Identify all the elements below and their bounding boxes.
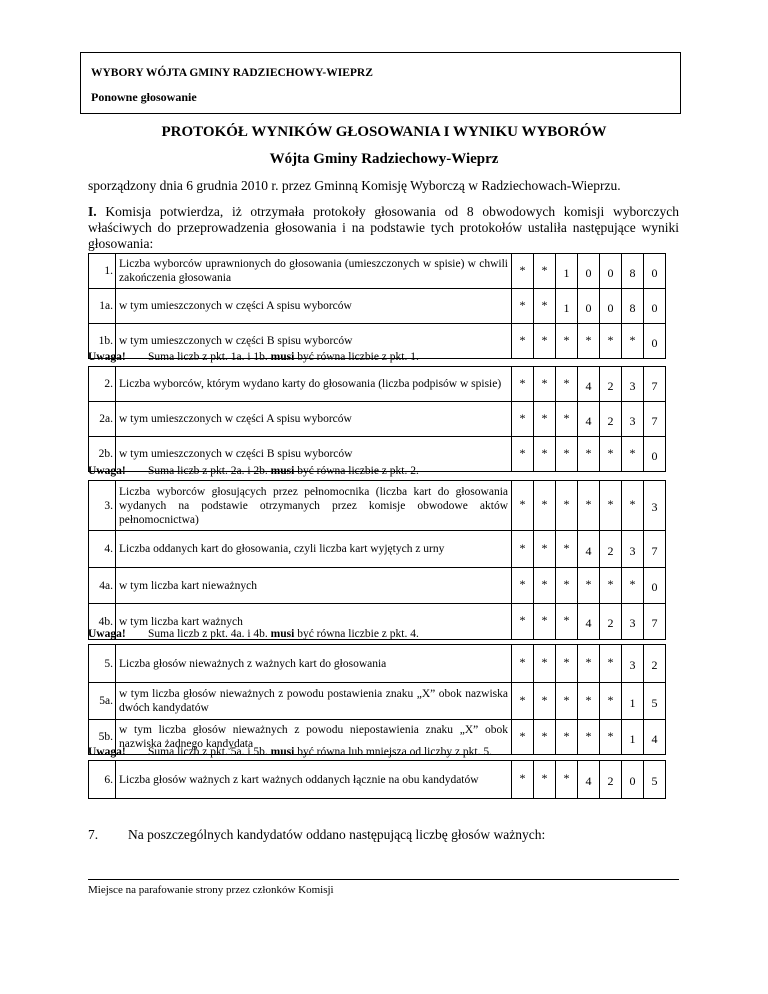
section-number: I. (88, 204, 97, 219)
digit-cell (644, 720, 666, 755)
page-subtitle: Wójta Gminy Radziechowy-Wieprz (269, 151, 499, 167)
note-text-pre: Suma liczb z pkt. 2a. i 2b. (148, 465, 271, 477)
digit-cell (512, 324, 534, 359)
digit-value: 3 (629, 413, 636, 428)
header-box (80, 52, 681, 114)
digit-cell (534, 761, 556, 799)
digit-cell (556, 289, 578, 324)
digit-cell (556, 367, 578, 402)
digit-value: 3 (629, 378, 636, 393)
digit-cell (578, 289, 600, 324)
note (88, 746, 492, 758)
digit-cell (556, 568, 578, 604)
digit-cell (534, 289, 556, 324)
digit-value: * (519, 497, 526, 511)
results-table (88, 644, 666, 755)
digit-cell (600, 604, 622, 640)
row-number: 3. (89, 481, 116, 531)
digit-value: * (541, 692, 548, 707)
digit-cell (578, 324, 600, 359)
digit-value: * (519, 655, 526, 669)
digit-value: 0 (607, 300, 614, 315)
digit-cell (578, 367, 600, 402)
digit-cell (512, 402, 534, 437)
digit-value: * (607, 577, 614, 591)
digit-value: 3 (629, 543, 636, 558)
digit-value: * (563, 375, 570, 390)
digit-cell (644, 437, 666, 472)
digit-cell (644, 604, 666, 640)
digit-cell (556, 761, 578, 799)
digit-cell (600, 761, 622, 799)
digit-cell (644, 254, 666, 289)
table-row (89, 367, 666, 402)
results-table (88, 366, 666, 472)
digit-value: * (563, 577, 570, 591)
digit-cell (578, 402, 600, 437)
digit-cell (512, 645, 534, 683)
digit-value: 7 (651, 378, 658, 393)
note-text-emphasis: musi (270, 351, 295, 363)
digit-cell (578, 531, 600, 568)
table-row (89, 254, 666, 289)
digit-value: 2 (651, 658, 658, 672)
digit-value: 0 (651, 580, 658, 594)
digit-cell (578, 683, 600, 720)
digit-cell (622, 568, 644, 604)
note (88, 628, 419, 640)
row-number: 5. (89, 645, 116, 683)
digit-cell (622, 324, 644, 359)
footer-text: Miejsce na parafowanie strony przez członków Komisji (88, 884, 334, 896)
digit-cell (622, 254, 644, 289)
digit-cell (556, 437, 578, 472)
digit-cell (622, 437, 644, 472)
digit-cell (534, 645, 556, 683)
digit-value: * (541, 410, 548, 425)
digit-value: 5 (651, 695, 658, 710)
digit-cell (600, 481, 622, 531)
digit-value: 7 (651, 543, 658, 558)
digit-value: * (519, 728, 526, 743)
digit-cell (578, 645, 600, 683)
digit-cell (534, 254, 556, 289)
digit-cell (600, 720, 622, 755)
digit-cell (512, 568, 534, 604)
digit-value: * (585, 692, 592, 707)
digit-value: * (629, 497, 636, 511)
digit-cell (556, 683, 578, 720)
results-table (88, 480, 666, 640)
digit-value: * (541, 332, 548, 347)
digit-value: 3 (629, 616, 636, 630)
digit-value: * (563, 613, 570, 627)
digit-value: 1 (629, 695, 636, 710)
digit-value: * (563, 655, 570, 669)
digit-value: 0 (651, 448, 658, 463)
digit-value: 4 (585, 413, 592, 428)
digit-value: * (519, 262, 526, 277)
digit-value: 0 (651, 265, 658, 280)
table-row (89, 481, 666, 531)
digit-cell (578, 481, 600, 531)
table-row (89, 761, 666, 799)
digit-value: * (541, 540, 548, 555)
digit-value: * (629, 577, 636, 591)
digit-cell (644, 645, 666, 683)
note-text (148, 465, 419, 477)
digit-value: 2 (607, 378, 614, 393)
digit-cell (556, 254, 578, 289)
digit-value: * (541, 771, 548, 785)
digit-value: 7 (651, 413, 658, 428)
digit-value: * (541, 655, 548, 669)
row-number: 2b. (89, 437, 116, 472)
row-description: w tym liczba kart ważnych (116, 604, 512, 640)
digit-cell (556, 481, 578, 531)
note-label: Uwaga! (88, 351, 126, 363)
digit-cell (622, 531, 644, 568)
digit-value: * (585, 445, 592, 460)
row-number: 2. (89, 367, 116, 402)
digit-value: * (563, 771, 570, 785)
note-label: Uwaga! (88, 746, 126, 758)
table-row (89, 531, 666, 568)
digit-cell (600, 683, 622, 720)
digit-value: 0 (585, 265, 592, 280)
digit-value: * (585, 332, 592, 347)
footer-divider (88, 879, 679, 880)
note-text-pre: Suma liczb z pkt. 1a. i 1b. (148, 351, 271, 363)
digit-cell (600, 324, 622, 359)
digit-value: * (563, 692, 570, 707)
note-label: Uwaga! (88, 628, 126, 640)
digit-value: * (607, 332, 614, 347)
row-number: 1a. (89, 289, 116, 324)
digit-cell (622, 645, 644, 683)
digit-cell (534, 324, 556, 359)
digit-value: 7 (651, 616, 658, 630)
digit-value: 4 (585, 774, 592, 788)
digit-cell (556, 645, 578, 683)
digit-cell (578, 604, 600, 640)
digit-value: 0 (629, 774, 636, 788)
row-description: Liczba wyborców głosujących przez pełnomocnika (liczba kart do głosowania wydanych na podstawie otrzymanych przez komisje obwodowe aktów pełnomocnictwa) (116, 481, 512, 531)
digit-value: * (519, 540, 526, 555)
digit-value: 8 (629, 265, 636, 280)
digit-cell (600, 568, 622, 604)
digit-value: * (541, 728, 548, 743)
digit-value: 0 (607, 265, 614, 280)
section7-text: Na poszczególnych kandydatów oddano następującą liczbę głosów ważnych: (128, 827, 546, 842)
digit-cell (600, 289, 622, 324)
digit-value: 1 (563, 300, 570, 315)
digit-cell (512, 761, 534, 799)
digit-value: 3 (651, 500, 658, 514)
round-label: Ponowne głosowanie (91, 90, 197, 104)
row-description: w tym liczba głosów nieważnych z powodu niepostawienia znaku „X” obok nazwiska żadnego kandydata (116, 720, 512, 755)
digit-value: * (607, 692, 614, 707)
digit-cell (644, 289, 666, 324)
note-text (148, 746, 492, 758)
row-description: w tym liczba głosów nieważnych z powodu postawienia znaku „X” obok nazwiska dwóch kandydatów (116, 683, 512, 720)
note (88, 351, 419, 363)
row-description: Liczba wyborców, którym wydano karty do głosowania (liczba podpisów w spisie) (116, 367, 512, 402)
note-text-post: być równa liczbie z pkt. 2. (294, 465, 419, 477)
table-row (89, 289, 666, 324)
page-title: PROTOKÓŁ WYNIKÓW GŁOSOWANIA I WYNIKU WYBORÓW (161, 124, 607, 140)
digit-cell (644, 324, 666, 359)
digit-cell (578, 720, 600, 755)
digit-cell (512, 367, 534, 402)
digit-cell (622, 289, 644, 324)
digit-cell (622, 402, 644, 437)
row-number: 2a. (89, 402, 116, 437)
table-row (89, 683, 666, 720)
table-row (89, 645, 666, 683)
digit-value: 0 (651, 300, 658, 315)
digit-cell (534, 720, 556, 755)
digit-value: * (563, 728, 570, 743)
digit-value: * (607, 497, 614, 511)
digit-cell (644, 683, 666, 720)
row-description: Liczba głosów ważnych z kart ważnych oddanych łącznie na obu kandydatów (116, 761, 512, 799)
digit-cell (622, 683, 644, 720)
table-row (89, 402, 666, 437)
note-text (148, 351, 419, 363)
row-number: 1. (89, 254, 116, 289)
digit-cell (622, 720, 644, 755)
row-number: 5a. (89, 683, 116, 720)
digit-cell (644, 761, 666, 799)
digit-cell (556, 604, 578, 640)
digit-value: * (519, 613, 526, 627)
note-text (148, 628, 419, 640)
digit-value: 0 (651, 335, 658, 350)
digit-cell (512, 481, 534, 531)
results-table (88, 760, 666, 799)
digit-value: * (519, 692, 526, 707)
digit-value: * (585, 577, 592, 591)
intro-text: Komisja potwierdza, iż otrzymała protokoły głosowania od 8 obwodowych komisji wyborczych właściwych do przeprowadzenia głosowania i na podstawie tych protokołów ustaliła następujące wyniki głosowania: (88, 204, 680, 252)
digit-value: * (563, 540, 570, 555)
digit-cell (534, 402, 556, 437)
digit-value: * (585, 655, 592, 669)
digit-value: 8 (629, 300, 636, 315)
digit-value: 2 (607, 774, 614, 788)
digit-value: * (541, 445, 548, 460)
digit-cell (512, 437, 534, 472)
note-text-pre: Suma liczb z pkt. 5a. i 5b. (148, 746, 271, 758)
digit-cell (578, 254, 600, 289)
digit-value: * (607, 655, 614, 669)
digit-cell (556, 402, 578, 437)
row-number: 5b. (89, 720, 116, 755)
digit-cell (622, 481, 644, 531)
digit-value: 4 (585, 616, 592, 630)
note-text-emphasis: musi (270, 746, 295, 758)
digit-cell (622, 761, 644, 799)
digit-value: * (607, 445, 614, 460)
digit-value: * (541, 613, 548, 627)
digit-cell (644, 367, 666, 402)
intro-paragraph (88, 204, 679, 253)
digit-cell (512, 604, 534, 640)
digit-value: * (563, 497, 570, 511)
digit-cell (622, 604, 644, 640)
digit-cell (600, 531, 622, 568)
note-text-post: być równa liczbie z pkt. 1. (294, 351, 419, 363)
note-text-post: być równa lub mniejsza od liczby z pkt. 5. (294, 746, 492, 758)
digit-value: * (541, 497, 548, 511)
digit-value: 1 (563, 265, 570, 280)
digit-cell (534, 568, 556, 604)
row-description: Liczba głosów nieważnych z ważnych kart do głosowania (116, 645, 512, 683)
note-text-emphasis: musi (270, 465, 295, 477)
digit-value: * (563, 332, 570, 347)
digit-value: 2 (607, 413, 614, 428)
election-title: WYBORY WÓJTA GMINY RADZIECHOWY-WIEPRZ (91, 67, 373, 79)
digit-cell (600, 645, 622, 683)
section7-number: 7. (88, 827, 99, 842)
row-number: 4b. (89, 604, 116, 640)
digit-value: * (563, 445, 570, 460)
row-description: w tym liczba kart nieważnych (116, 568, 512, 604)
digit-cell (600, 254, 622, 289)
digit-cell (600, 437, 622, 472)
digit-value: * (541, 577, 548, 591)
digit-cell (556, 720, 578, 755)
digit-value: * (541, 297, 548, 312)
digit-value: * (519, 445, 526, 460)
row-description: w tym umieszczonych w części B spisu wyborców (116, 437, 512, 472)
drawn-up-line: sporządzony dnia 6 grudnia 2010 r. przez Gminną Komisję Wyborczą w Radziechowach-Wieprzu. (88, 178, 621, 193)
digit-value: * (541, 262, 548, 277)
digit-cell (578, 761, 600, 799)
note-text-pre: Suma liczb z pkt. 4a. i 4b. (148, 628, 271, 640)
digit-cell (534, 683, 556, 720)
note-text-emphasis: musi (270, 628, 295, 640)
row-description: w tym umieszczonych w części A spisu wyborców (116, 289, 512, 324)
digit-value: 5 (651, 774, 658, 788)
row-number: 4. (89, 531, 116, 568)
digit-cell (534, 604, 556, 640)
digit-cell (512, 531, 534, 568)
digit-cell (534, 531, 556, 568)
note (88, 465, 419, 477)
digit-value: * (519, 375, 526, 390)
row-description: w tym umieszczonych w części A spisu wyborców (116, 402, 512, 437)
digit-value: * (629, 332, 636, 347)
digit-value: * (629, 445, 636, 460)
results-table (88, 253, 666, 359)
digit-cell (644, 531, 666, 568)
digit-cell (578, 568, 600, 604)
row-description: w tym umieszczonych w części B spisu wyborców (116, 324, 512, 359)
digit-cell (578, 437, 600, 472)
digit-cell (556, 324, 578, 359)
row-description: Liczba oddanych kart do głosowania, czyli liczba kart wyjętych z urny (116, 531, 512, 568)
digit-cell (534, 481, 556, 531)
row-description: Liczba wyborców uprawnionych do głosowania (umieszczonych w spisie) w chwili zakończenia głosowania (116, 254, 512, 289)
digit-value: 1 (629, 731, 636, 746)
digit-value: * (519, 297, 526, 312)
digit-cell (644, 481, 666, 531)
digit-value: * (585, 497, 592, 511)
digit-value: 0 (585, 300, 592, 315)
digit-value: 4 (585, 378, 592, 393)
digit-value: * (563, 410, 570, 425)
digit-cell (512, 289, 534, 324)
digit-cell (644, 568, 666, 604)
note-label: Uwaga! (88, 465, 126, 477)
digit-cell (622, 367, 644, 402)
digit-value: * (519, 771, 526, 785)
digit-cell (556, 531, 578, 568)
digit-value: 4 (651, 731, 658, 746)
digit-value: * (607, 728, 614, 743)
digit-value: * (519, 332, 526, 347)
digit-cell (600, 367, 622, 402)
note-text-post: być równa liczbie z pkt. 4. (294, 628, 419, 640)
digit-cell (534, 437, 556, 472)
digit-cell (512, 254, 534, 289)
digit-value: * (585, 728, 592, 743)
digit-value: * (519, 577, 526, 591)
digit-value: 2 (607, 543, 614, 558)
digit-value: 4 (585, 543, 592, 558)
digit-value: 3 (629, 658, 636, 672)
digit-cell (512, 683, 534, 720)
digit-cell (644, 402, 666, 437)
digit-value: 2 (607, 616, 614, 630)
digit-cell (534, 367, 556, 402)
row-number: 1b. (89, 324, 116, 359)
table-row (89, 568, 666, 604)
digit-cell (512, 720, 534, 755)
row-number: 4a. (89, 568, 116, 604)
digit-value: * (519, 410, 526, 425)
row-number: 6. (89, 761, 116, 799)
digit-value: * (541, 375, 548, 390)
digit-cell (600, 402, 622, 437)
